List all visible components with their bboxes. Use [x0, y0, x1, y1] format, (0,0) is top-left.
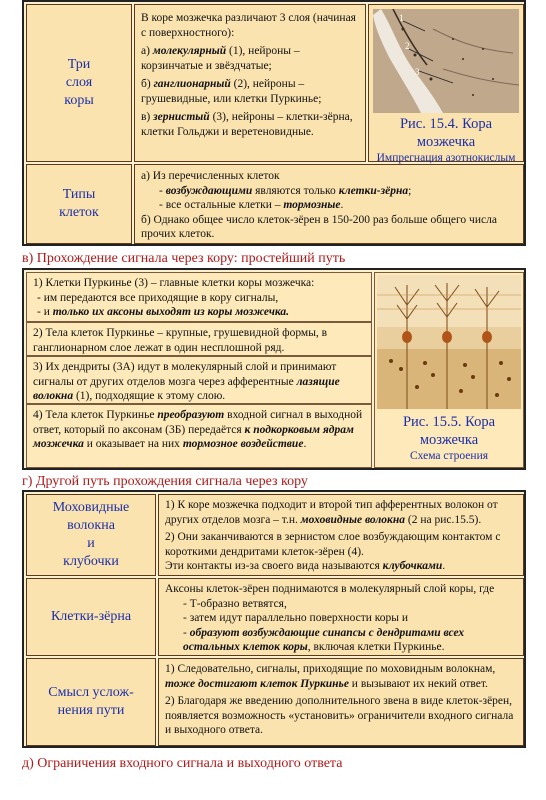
layers-table — [22, 0, 526, 246]
meaning-label-cell — [26, 658, 156, 746]
mossy-fibers-table — [22, 490, 526, 748]
layer-c: в) зернистый (3), нейроны – клетки-зёрна, клетки Гольджи и веретеновидные. — [141, 111, 353, 138]
heading-limits: д) Ограничения входного сигнала и выходного ответа — [22, 756, 343, 771]
signal-path-text — [26, 272, 372, 468]
cerebellum-structure-diagram — [377, 275, 521, 409]
figure-subtitle: Схема строения — [409, 450, 489, 462]
granule-item: - Т-образно ветвятся, — [183, 597, 287, 610]
figure-15-5-caption — [383, 413, 515, 463]
mossy-text-cell — [158, 494, 524, 576]
layers-label-line: коры — [64, 93, 94, 108]
types-a: а) Из перечисленных клеток — [141, 170, 280, 182]
cerebellum-cortex-micrograph — [373, 9, 519, 113]
mossy-label-cell — [26, 494, 156, 576]
paragraph-4: 4) Тела клеток Пуркинье преобразуют входной сигнал в выходной ответ, который по аксонам (3Б) передаётся к подкорковым ядрам мозжечка и оказывает на них тормозное воздействие. — [26, 404, 372, 468]
meaning-label-line: Смысл услож- — [48, 685, 134, 700]
granule-intro: Аксоны клеток-зёрен поднимаются в молекулярный слой коры, где — [165, 583, 495, 595]
layers-label-line: Три — [67, 57, 91, 72]
types-a2: - все остальные клетки – тормозные. — [159, 199, 344, 211]
granule-label-cell — [26, 578, 156, 656]
heading-other-path: г) Другой путь прохождения сигнала через кору — [22, 474, 308, 489]
figure-15-5-cell — [374, 272, 524, 468]
types-b: б) Однако общее число клеток-зёрен в 150-200 раз больше общего числа прочих клеток. — [141, 213, 497, 240]
paragraph-3: 3) Их дендриты (3А) идут в молекулярный слой и принимают сигналы от других отделов мозга через афферентные лазящие волокна (1), подходящие к этому слою. — [26, 356, 372, 404]
p1-line: 1) Клетки Пуркинье (3) – главные клетки коры мозжечка: — [33, 277, 315, 289]
meaning-text-cell — [158, 658, 524, 746]
p1-line: - и только их аксоны выходят из коры мозжечка. — [37, 306, 290, 318]
mossy-label-line: и — [87, 536, 95, 551]
layers-intro: В коре мозжечка различают 3 слоя (начиная с поверхностного): — [141, 12, 356, 39]
figure-15-4-cell — [368, 4, 524, 162]
layer-a: а) молекулярный (1), нейроны – корзинчатые и звёздчатые; — [141, 45, 300, 72]
mossy-p1: 1) К коре мозжечка подходит и второй тип афферентных волокон от других отделов мозга – т.н. моховидные волокна (2 на рис.15.5). — [165, 499, 498, 526]
meaning-label-line: нения пути — [57, 703, 125, 718]
layers-label-cell — [26, 4, 132, 162]
granule-label-line: Клетки-зёрна — [50, 609, 132, 624]
p1-line: - им передаются все приходящие в кору сигналы, — [37, 291, 279, 304]
granule-item: - затем идут параллельно поверхности коры и — [183, 612, 409, 624]
mossy-label-line: Моховидные — [52, 500, 130, 515]
granule-item: - образуют возбуждающие синапсы с дендритами всех остальных клеток коры, включая клетки Пуркинье. — [183, 626, 465, 653]
heading-simple-path: в) Прохождение сигнала через кору: простейший путь — [22, 251, 346, 266]
types-label-line: клеток — [59, 205, 99, 220]
figure-label: 2 — [405, 41, 410, 51]
mossy-label-line: клубочки — [63, 554, 119, 569]
meaning-p1: 1) Следовательно, сигналы, приходящие по моховидным волокнам, тоже достигают клеток Пуркинье и вызывают их некий ответ. — [165, 663, 496, 690]
layers-text-cell — [134, 4, 366, 162]
figure-title: Рис. 15.5. Кора мозжечка — [402, 414, 496, 448]
types-a1: - возбуждающими являются только клетки-зёрна; — [159, 184, 412, 197]
granule-text-cell — [158, 578, 524, 656]
layer-b: б) ганглионарный (2), нейроны – грушевидные, или клетки Пуркинье; — [141, 78, 322, 105]
figure-subtitle: Импрегнация азотнокислым — [376, 152, 516, 164]
mossy-label-line: волокна — [67, 518, 115, 533]
paragraph-2: 2) Тела клеток Пуркинье – крупные, грушевидной формы, в ганглионарном слое лежат в один несплошной ряд. — [26, 322, 372, 356]
types-label-line: Типы — [62, 187, 96, 202]
figure-label: 1 — [399, 13, 404, 23]
paragraph-1 — [26, 272, 372, 322]
mossy-p3: Эти контакты из-за своего вида называются клубочками. — [165, 560, 446, 572]
types-text-cell — [134, 164, 524, 244]
signal-path-block — [22, 268, 526, 470]
mossy-p2: 2) Они заканчиваются в зернистом слое возбуждающим контактом с короткими дендритами клеток-зёрен (4). — [165, 531, 501, 558]
figure-title: Рис. 15.4. Кора мозжечка — [399, 116, 493, 150]
types-label-cell — [26, 164, 132, 244]
meaning-p2: 2) Благодаря же введению дополнительного звена в виде клеток-зёрен, появляется возможность «установить» ограничители входного сигнала и выходного ответа. — [165, 695, 514, 736]
figure-label: 3 — [415, 67, 420, 77]
layers-label-line: слоя — [65, 75, 93, 90]
